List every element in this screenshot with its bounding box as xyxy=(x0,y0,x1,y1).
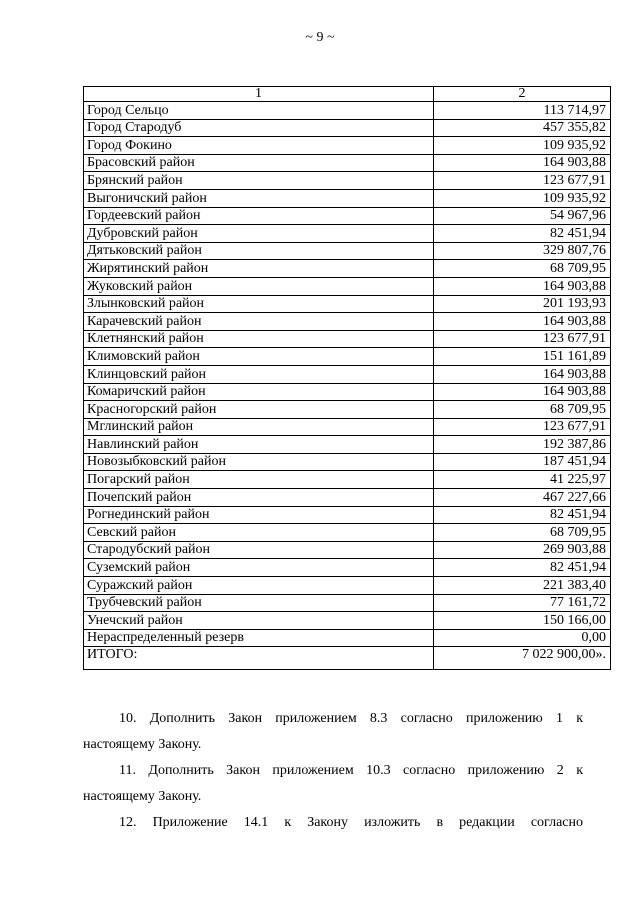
row-amount: 0,00 xyxy=(434,629,611,647)
row-name: Красногорский район xyxy=(84,401,434,419)
row-name: Гордеевский район xyxy=(84,207,434,225)
table-row xyxy=(84,172,611,190)
table-row xyxy=(84,225,611,243)
table-row xyxy=(84,489,611,507)
paragraph-12-line-1: 12. Приложение 14.1 к Закону изложить в редакции согласно xyxy=(119,815,583,830)
table-row xyxy=(84,154,611,172)
row-amount: 221 383,40 xyxy=(434,577,611,595)
row-name: Город Фокино xyxy=(84,137,434,155)
table-row xyxy=(84,453,611,471)
table-row xyxy=(84,594,611,612)
page-number: ~ 9 ~ xyxy=(305,30,335,45)
row-name: Климовский район xyxy=(84,348,434,366)
total-label: ИТОГО: xyxy=(84,647,434,670)
table-row xyxy=(84,436,611,454)
row-name: Злынковский район xyxy=(84,295,434,313)
total-amount: 7 022 900,00». xyxy=(434,647,611,670)
row-name: Клинцовский район xyxy=(84,365,434,383)
table-row xyxy=(84,577,611,595)
row-amount: 113 714,97 xyxy=(434,102,611,120)
row-name: Город Сельцо xyxy=(84,102,434,120)
table-row xyxy=(84,330,611,348)
table-row xyxy=(84,629,611,647)
table-body xyxy=(84,102,611,670)
paragraph-11-line-2: настоящему Закону. xyxy=(83,789,202,804)
table-row xyxy=(84,102,611,120)
row-amount: 164 903,88 xyxy=(434,313,611,331)
allocation-table xyxy=(83,86,611,670)
row-name: Дятьковский район xyxy=(84,242,434,260)
row-name: Карачевский район xyxy=(84,313,434,331)
table-row xyxy=(84,277,611,295)
table-row xyxy=(84,471,611,489)
row-amount: 164 903,88 xyxy=(434,383,611,401)
table-row xyxy=(84,506,611,524)
table-row xyxy=(84,524,611,542)
row-amount: 68 709,95 xyxy=(434,524,611,542)
column-header-1: 1 xyxy=(84,87,434,102)
row-amount: 187 451,94 xyxy=(434,453,611,471)
paragraph-11-line-1: 11. Дополнить Закон приложением 10.3 согласно приложению 2 к xyxy=(119,763,583,778)
row-name: Трубчевский район xyxy=(84,594,434,612)
table-row xyxy=(84,612,611,630)
row-name: Погарский район xyxy=(84,471,434,489)
row-amount: 192 387,86 xyxy=(434,436,611,454)
table-row xyxy=(84,365,611,383)
row-amount: 467 227,66 xyxy=(434,489,611,507)
row-name: Жуковский район xyxy=(84,277,434,295)
row-name: Выгоничский район xyxy=(84,189,434,207)
row-name: Дубровский район xyxy=(84,225,434,243)
table-row xyxy=(84,295,611,313)
row-name: Новозыбковский район xyxy=(84,453,434,471)
table-header-row xyxy=(84,87,611,102)
row-name: Почепский район xyxy=(84,489,434,507)
table-row xyxy=(84,541,611,559)
paragraph-10-line-1: 10. Дополнить Закон приложением 8.3 согласно приложению 1 к xyxy=(119,711,583,726)
row-amount: 164 903,88 xyxy=(434,365,611,383)
row-name: Навлинский район xyxy=(84,436,434,454)
row-amount: 123 677,91 xyxy=(434,330,611,348)
table-row xyxy=(84,137,611,155)
total-row xyxy=(84,647,611,670)
table-row xyxy=(84,418,611,436)
row-name: Город Стародуб xyxy=(84,119,434,137)
table-row xyxy=(84,207,611,225)
row-name: Комаричский район xyxy=(84,383,434,401)
row-amount: 82 451,94 xyxy=(434,506,611,524)
row-amount: 41 225,97 xyxy=(434,471,611,489)
row-amount: 151 161,89 xyxy=(434,348,611,366)
row-amount: 269 903,88 xyxy=(434,541,611,559)
row-amount: 123 677,91 xyxy=(434,172,611,190)
row-name: Суражский район xyxy=(84,577,434,595)
table-row xyxy=(84,401,611,419)
table-row xyxy=(84,260,611,278)
table-row xyxy=(84,242,611,260)
row-amount: 329 807,76 xyxy=(434,242,611,260)
row-name: Рогнединский район xyxy=(84,506,434,524)
row-name: Стародубский район xyxy=(84,541,434,559)
table-row xyxy=(84,559,611,577)
row-name: Брянский район xyxy=(84,172,434,190)
row-amount: 77 161,72 xyxy=(434,594,611,612)
table-row xyxy=(84,119,611,137)
table-row xyxy=(84,313,611,331)
row-amount: 150 166,00 xyxy=(434,612,611,630)
paragraph-10-line-2: настоящему Закону. xyxy=(83,737,202,752)
row-amount: 164 903,88 xyxy=(434,154,611,172)
row-name: Клетнянский район xyxy=(84,330,434,348)
row-amount: 164 903,88 xyxy=(434,277,611,295)
row-amount: 82 451,94 xyxy=(434,225,611,243)
row-amount: 68 709,95 xyxy=(434,401,611,419)
row-amount: 109 935,92 xyxy=(434,137,611,155)
column-header-2: 2 xyxy=(434,87,611,102)
row-amount: 123 677,91 xyxy=(434,418,611,436)
row-amount: 109 935,92 xyxy=(434,189,611,207)
paragraph-12 xyxy=(83,815,583,831)
row-name: Севский район xyxy=(84,524,434,542)
row-amount: 68 709,95 xyxy=(434,260,611,278)
table-row xyxy=(84,348,611,366)
row-name: Брасовский район xyxy=(84,154,434,172)
row-name: Мглинский район xyxy=(84,418,434,436)
row-name: Нераспределенный резерв xyxy=(84,629,434,647)
table-row xyxy=(84,383,611,401)
row-name: Суземский район xyxy=(84,559,434,577)
row-name: Жирятинский район xyxy=(84,260,434,278)
paragraph-10 xyxy=(83,711,583,753)
row-amount: 54 967,96 xyxy=(434,207,611,225)
row-amount: 457 355,82 xyxy=(434,119,611,137)
table-row xyxy=(84,189,611,207)
row-amount: 82 451,94 xyxy=(434,559,611,577)
paragraph-11 xyxy=(83,763,583,805)
row-name: Унечский район xyxy=(84,612,434,630)
row-amount: 201 193,93 xyxy=(434,295,611,313)
